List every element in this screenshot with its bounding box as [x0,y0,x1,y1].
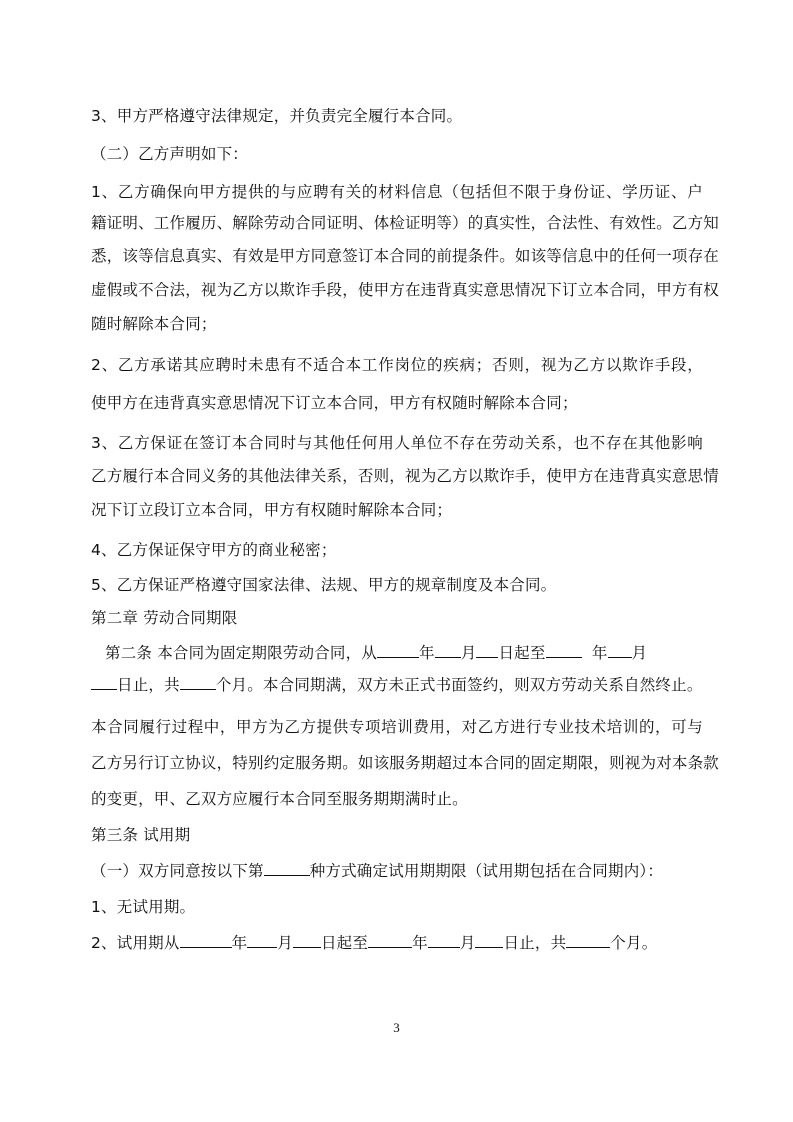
clause-text: 月 [277,934,293,952]
chapter-heading: 第二章 劳动合同期限 [91,609,238,627]
clause-text: （一）双方同意按以下第 [91,862,264,880]
paragraph-line: 悉，该等信息真实、有效是甲方同意签订本合同的前提条件。如该等信息中的任何一项存在 [91,247,720,265]
clause-text: 个月。 [610,934,658,952]
paragraph-line: 乙方履行本合同义务的其他法律关系，否则，视为乙方以欺诈手，使甲方在违背真实意思情 [91,467,720,485]
paragraph-line: 1、无试用期。 [91,898,196,916]
clause-line [91,675,703,695]
fill-blank[interactable] [247,933,277,948]
paragraph-line: 的变更，甲、乙双方应履行本合同至服务期期满时止。 [91,790,468,808]
article-heading: 第三条 试用期 [91,826,191,844]
fill-blank[interactable] [180,933,232,948]
paragraph-line: 3、甲方严格遵守法律规定，并负责完全履行本合同。 [91,107,463,125]
clause-text: 月 [631,644,648,662]
fill-blank[interactable] [546,643,582,658]
clause-text: 日起至 [498,644,546,662]
paragraph-line: 乙方另行订立协议，特别约定服务期。如该服务期超过本合同的固定期限，则视为对本条款 [91,754,720,772]
clause-text: 个月。本合同期满，双方未正式书面签约，则双方劳动关系自然终止。 [215,676,703,694]
paragraph-line: 虚假或不合法，视为乙方以欺诈手段，使甲方在违背真实意思情况下订立本合同，甲方有权 [91,281,720,299]
fill-blank[interactable] [428,933,460,948]
clause-text: 年 [231,934,248,952]
fill-blank[interactable] [566,933,610,948]
fill-blank[interactable] [180,675,216,690]
clause-line [91,861,663,881]
fill-blank[interactable] [264,861,310,876]
clause-text: 年 [419,644,435,662]
clause-line [105,643,647,663]
clause-text: 日起至 [320,934,369,952]
clause-text: 年 [591,644,608,662]
page-number: 3 [393,1020,400,1035]
fill-blank[interactable] [435,643,461,658]
paragraph-line: 4、乙方保证保守甲方的商业秘密； [91,541,337,559]
clause-text: 年 [412,934,428,952]
paragraph-line: 3、乙方保证在签订本合同时与其他任何用人单位不存在劳动关系，也不存在其他影响 [91,434,703,452]
paragraph-line: 2、乙方承诺其应聘时未患有不适合本工作岗位的疾病；否则，视为乙方以欺诈手段， [91,356,703,374]
fill-blank[interactable] [608,643,632,658]
section-heading: （二）乙方声明如下： [91,145,249,163]
paragraph-line: 使甲方在违背真实意思情况下订立本合同，甲方有权随时解除本合同； [91,394,578,412]
paragraph-line: 5、乙方保证严格遵守国家法律、法规、甲方的规章制度及本合同。 [91,576,557,594]
clause-text: 月 [460,644,477,662]
clause-text: 日止，共 [503,934,567,952]
fill-blank[interactable] [476,643,498,658]
paragraph-line: 1、乙方确保向甲方提供的与应聘有关的材料信息（包括但不限于身份证、学历证、户 [91,183,703,201]
fill-blank[interactable] [368,933,412,948]
clause-text: 2、试用期从 [91,934,180,952]
clause-text: 种方式确定试用期期限（试用期包括在合同期内）： [309,862,664,880]
fill-blank[interactable] [475,933,503,948]
clause-text: 日止，共 [117,676,180,694]
paragraph-line: 籍证明、工作履历、解除劳动合同证明、体检证明等）的真实性，合法性、有效性。乙方知 [91,214,720,232]
paragraph-line: 随时解除本合同； [91,315,217,333]
paragraph-line: 本合同履行过程中，甲方为乙方提供专项培训费用，对乙方进行专业技术培训的，可与 [91,718,703,736]
fill-blank[interactable] [293,933,321,948]
clause-text: 月 [459,934,476,952]
clause-text: 第二条 本合同为固定期限劳动合同，从 [105,644,378,662]
fill-blank[interactable] [91,675,117,690]
paragraph-line: 况下订立段订立本合同，甲方有权随时解除本合同； [91,501,453,519]
fill-blank[interactable] [377,643,419,658]
clause-line [91,933,657,953]
